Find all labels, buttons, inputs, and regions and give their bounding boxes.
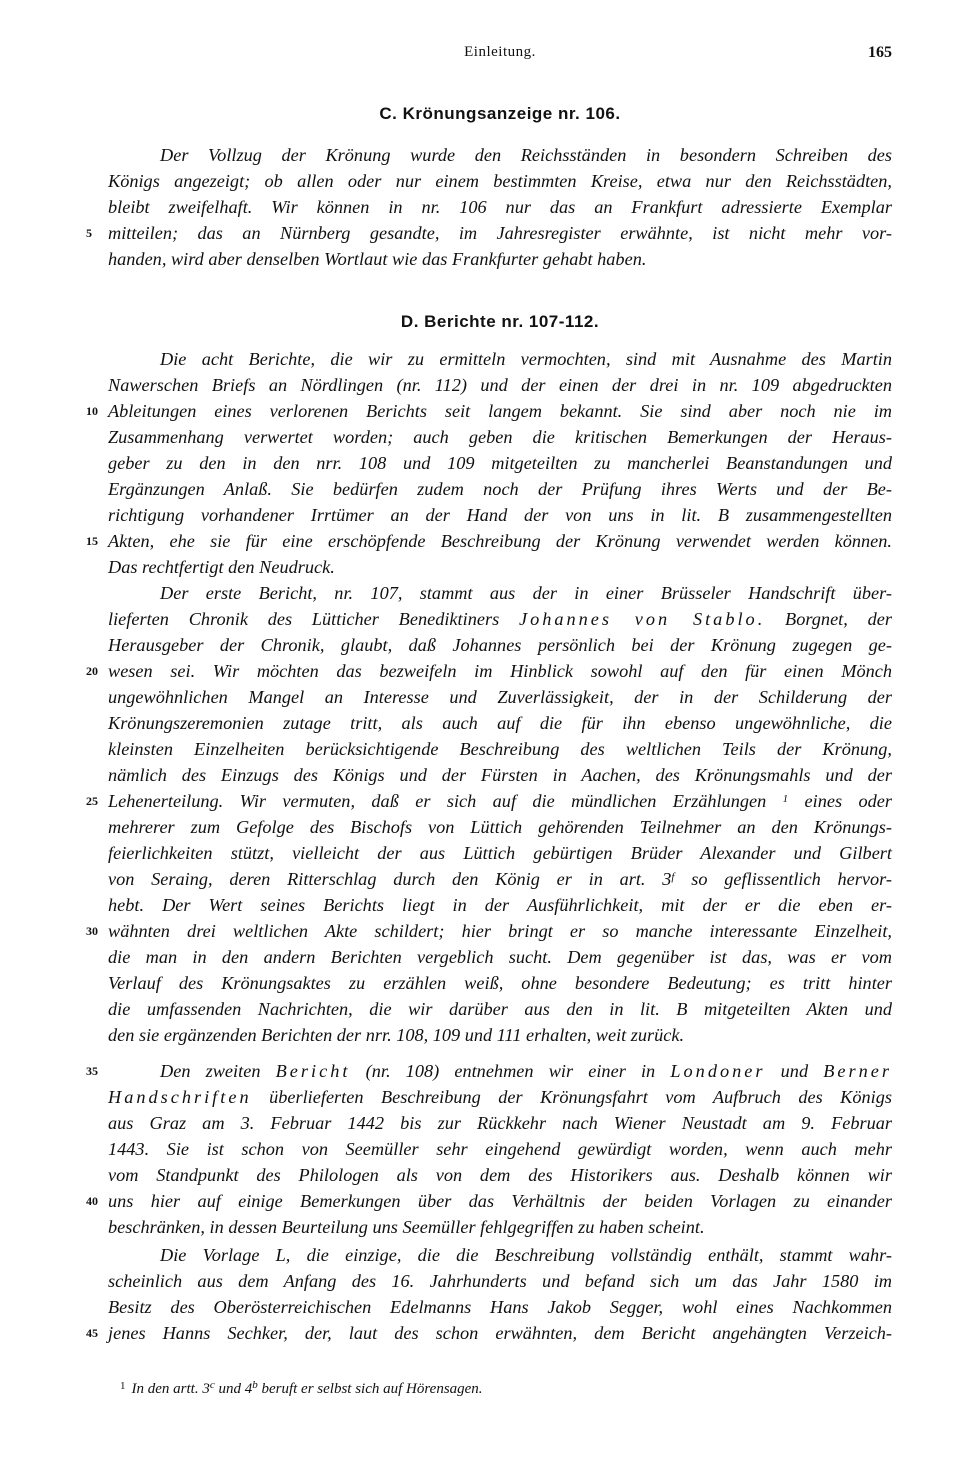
running-head [108,44,892,68]
text-line: handen, wird aber denselben Wortlaut wie das Frankfurter gehabt haben. [108,249,647,269]
line-number: 5 [86,226,92,240]
article-superscript: f [671,871,675,883]
spaced-word: Bericht [275,1061,351,1081]
text-line: wähnten drei weltlichen Akte schildert; hier bringt er so manche interessante Einzelheit, [108,921,892,941]
text-line: Der Vollzug der Krönung wurde den Reichsständen in besondern Schreiben des [160,145,892,165]
text-line: richtigung vorhandener Irrtümer an der Hand der von uns in lit. B zusammengestellten [108,505,892,525]
footnote [120,1376,880,1399]
text-line: den sie ergänzenden Berichten der nrr. 108, 109 und 111 erhalten, weit zurück. [108,1025,685,1045]
footnote-text: In den artt. 3 [131,1381,210,1397]
text-line: bleibt zweifelhaft. Wir können in nr. 106 nur das an Frankfurt adressierte Exemplar [108,197,892,217]
text-line: beschränken, in dessen Beurteilung uns Seemüller fehlgegriffen zu haben scheint. [108,1217,705,1237]
text-fragment: so geflissentlich hervor- [691,869,892,889]
text-line: feierlichkeiten stützt, vielleicht der aus Lüttich gebürtigen Brüder Alexander und Gilbert [108,843,892,863]
line-number: 25 [86,794,98,808]
text-line: mehrerer zum Gefolge des Bischofs von Lüttich gehörenden Teilnehmer an den Krönungs- [108,817,892,837]
text-line: Ergänzungen Anlaß. Sie bedürfen zudem noch der Prüfung ihres Werts und der Be- [108,479,892,499]
footnote-mark: 1 [120,1380,126,1392]
text-line: Die acht Berichte, die wir zu ermitteln vermochten, sind mit Ausnahme des Martin [160,349,892,369]
text-line: Das rechtfertigt den Neudruck. [108,557,335,577]
page-number: 165 [868,44,892,61]
text-line [108,866,892,892]
text-fragment: eines oder [804,791,892,811]
text-line: jenes Hanns Sechker, der, laut des schon erwähnten, dem Bericht angehängten Verzeich- [108,1323,892,1343]
text-line [108,606,892,632]
text-line: Der erste Bericht, nr. 107, stammt aus der in einer Brüsseler Handschrift über- [160,583,892,603]
text-fragment: und [780,1061,809,1081]
text-fragment: Borgnet, der [785,609,892,629]
text-line: Akten, ehe sie für eine erschöpfende Beschreibung der Krönung verwendet werden können. [108,531,892,551]
text-line: wesen sei. Wir möchten das bezweifeln im Hinblick sowohl auf den für einen Mönch [108,661,892,681]
text-fragment: (nr. 108) entnehmen wir einer in [365,1061,656,1081]
text-line: die umfassenden Nachrichten, die wir darüber aus den in lit. B mitgeteilten Akten und [108,999,892,1019]
text-line: Zusammenhang verwertet worden; auch geben die kritischen Bemerkungen der Heraus- [108,427,892,447]
text-line: Verlauf des Krönungsaktes zu erzählen weiß, ohne besondere Bedeutung; es tritt hinter [108,973,892,993]
line-number: 10 [86,404,98,418]
text-fragment: lieferten Chronik des Lütticher Benediktiners [108,609,500,629]
line-number: 40 [86,1194,98,1208]
spaced-word: Londoner [670,1061,766,1081]
text-line: Herausgeber der Chronik, glaubt, daß Johannes persönlich bei der Krönung zugegen ge- [108,635,892,655]
text-line: geber zu den in den nrr. 108 und 109 mitgeteilten zu mancherlei Beanstandungen und [108,453,892,473]
spaced-name: Johannes von Stablo. [518,609,766,629]
line-number: 45 [86,1326,98,1340]
text-line: vom Standpunkt des Philologen als von dem des Historikers aus. Deshalb können wir [108,1165,892,1185]
text-line: ungewöhnlichen Mangel an Interesse und Zuverlässigkeit, der in der Schilderung der [108,687,892,707]
spaced-word: Handschriften [108,1087,252,1107]
footnote-superscript: c [209,1379,215,1391]
section-d-heading: D. Berichte nr. 107-112. [400,312,600,331]
footnote-superscript: b [252,1379,258,1391]
text-line: Ableitungen eines verlorenen Berichts seit langem bekannt. Sie sind aber noch nie im [108,401,892,421]
section-c-heading: C. Krönungsanzeige nr. 106. [379,104,621,123]
footnote-reference: 1 [782,793,789,805]
text-fragment: Lehenerteilung. Wir vermuten, daß er sich auf die mündlichen Erzählungen [108,791,767,811]
line-number: 30 [86,924,98,938]
footnote-text: beruft er selbst sich auf Hörensagen. [261,1381,483,1397]
text-line: Nawerschen Briefs an Nördlingen (nr. 112) und der einen der drei in nr. 109 abgedruckten [108,375,892,395]
text-line: hebt. Der Wert seines Berichts liegt in der Ausführlichkeit, mit der er die eben er- [108,895,892,915]
line-number: 20 [86,664,98,678]
text-line: 1443. Sie ist schon von Seemüller sehr eingehend gewürdigt worden, wenn auch mehr [108,1139,892,1159]
line-number: 15 [86,534,98,548]
text-line: Besitz des Oberösterreichischen Edelmanns Hans Jakob Segger, wohl eines Nachkommen [108,1297,892,1317]
footnote-text: und 4 [218,1381,253,1397]
text-line: nämlich des Einzugs des Königs und der Fürsten in Aachen, des Krönungsmahls und der [108,765,892,785]
spaced-word: Berner [823,1061,893,1081]
text-line: Königs angezeigt; ob allen oder nur einem bestimmten Kreise, etwa nur den Reichsstädten, [108,171,892,191]
text-line: kleinsten Einzelheiten berücksichtigende Beschreibung des weltlichen Teils der Krönung, [108,739,892,759]
text-line: mitteilen; das an Nürnberg gesandte, im Jahresregister erwähnte, ist nicht mehr vor- [108,223,892,243]
text-line: Krönungszeremonien zutage tritt, als auch auf die für ihn ebenso ungewöhnliche, die [108,713,892,733]
text-line: die man in den andern Berichten vergeblich sucht. Dem gegenüber ist das, was er vom [108,947,892,967]
text-fragment: Den zweiten [160,1061,261,1081]
text-fragment: von Seraing, deren Ritterschlag durch den König er in art. 3 [108,869,672,889]
text-line [108,1084,892,1110]
text-line: scheinlich aus dem Anfang des 16. Jahrhunderts und befand sich um das Jahr 1580 im [108,1271,892,1291]
text-line: aus Graz am 3. Februar 1442 bis zur Rückkehr nach Wiener Neustadt am 9. Februar [108,1113,892,1133]
text-line [108,788,892,814]
line-number: 35 [86,1064,98,1078]
text-fragment: überlieferten Beschreibung der Krönungsfahrt vom Aufbruch des Königs [269,1087,892,1107]
running-head-title: Einleitung. [464,44,536,60]
text-line: uns hier auf einige Bemerkungen über das Verhältnis der beiden Vorlagen zu einander [108,1191,892,1211]
text-line [108,1058,892,1084]
text-line: Die Vorlage L, die einzige, die die Beschreibung vollständig enthält, stammt wahr- [160,1245,892,1265]
